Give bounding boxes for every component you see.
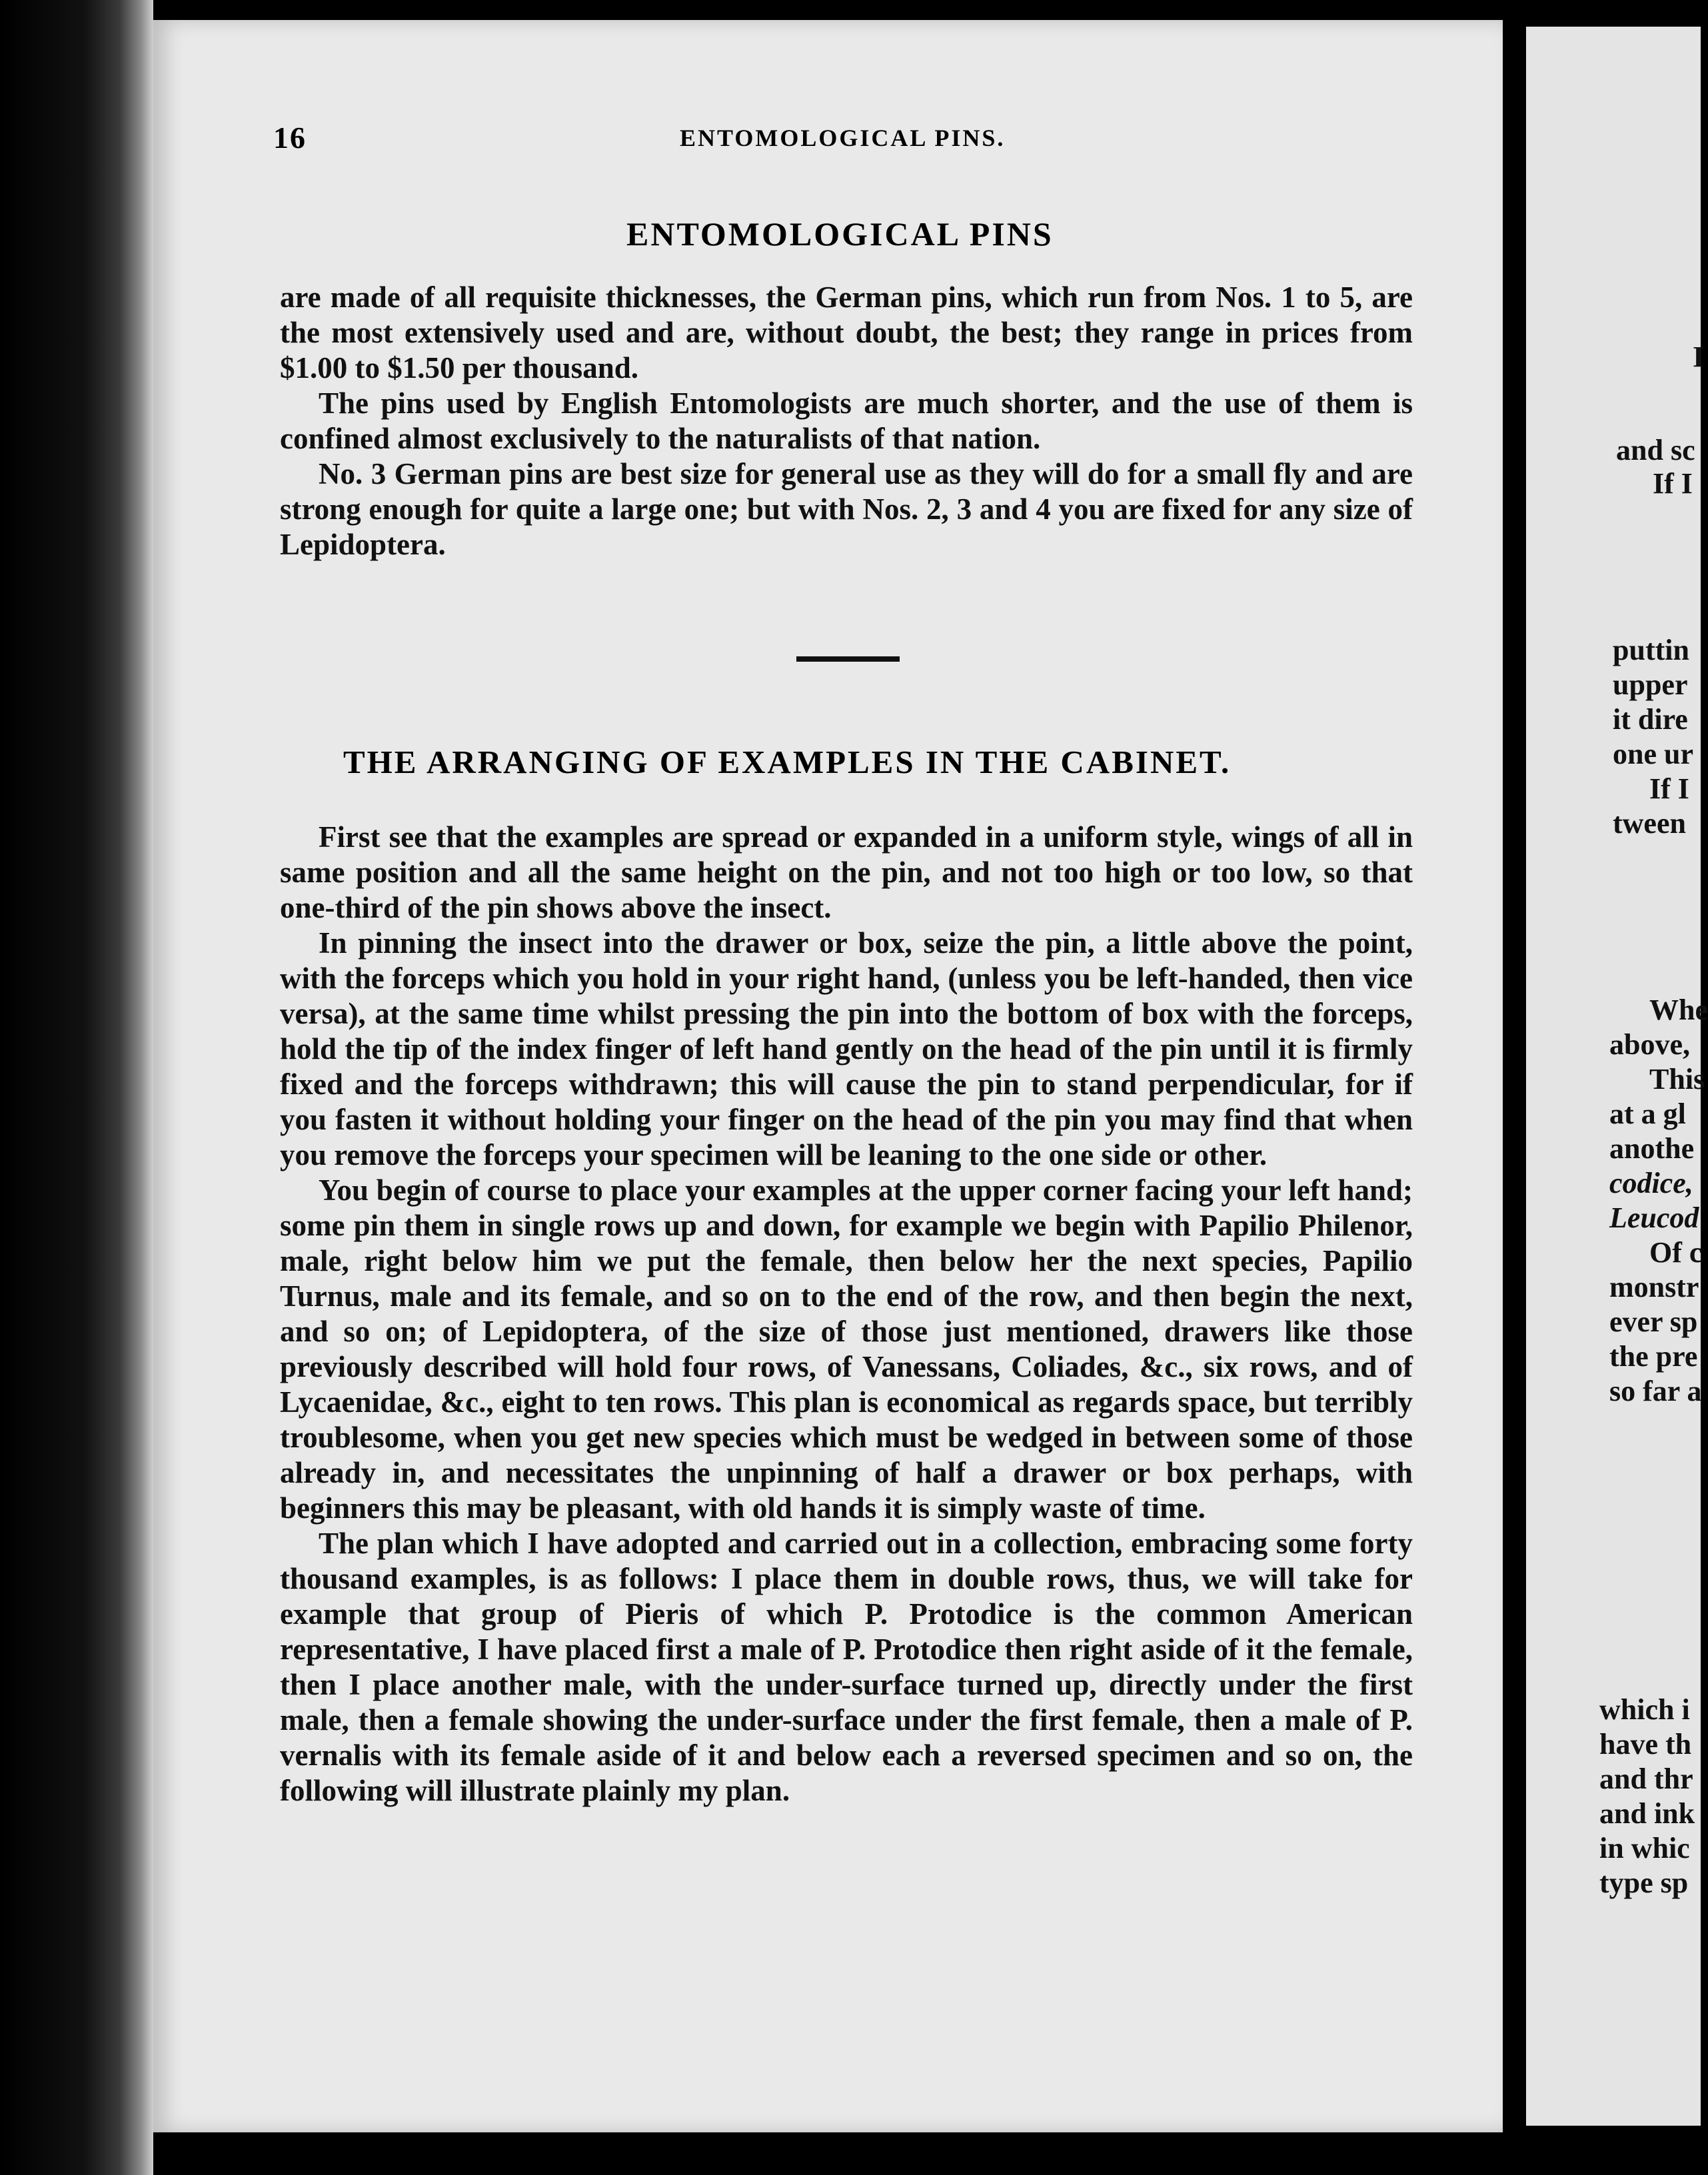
page-gutter bbox=[1503, 0, 1526, 2175]
pins-text-block bbox=[280, 280, 1413, 562]
paragraph: The pins used by English Entomologists are much shorter, and the use of them is confined almost exclusively to the naturalists of that nation. bbox=[280, 386, 1413, 455]
right-page-edge bbox=[1526, 27, 1708, 2126]
book-binding bbox=[0, 0, 153, 2175]
right-page-fragment: Leucod bbox=[1609, 1201, 1699, 1234]
right-page-fragment: tween bbox=[1613, 807, 1686, 840]
right-page-fragment: and thr bbox=[1599, 1763, 1693, 1795]
page-header bbox=[273, 120, 1406, 160]
right-page-fragment: upper bbox=[1613, 668, 1688, 701]
paragraph: You begin of course to place your examples at the upper corner facing your left hand; some pin them in single rows up and down, for example we begin with Papilio Philenor, male, right below him we put the female, then below her the next species, Papilio Turnus, male and its female, and so on to the end of the row, and then begin the next, and so on; of Lepidoptera, of the size of those just mentioned, drawers like those previously described will hold four rows, of Vanessans, Coliades, &c., six rows, and of Lycaenidae, &c., eight to ten rows. This plan is economical as regards space, but terribly troublesome, when you get new species which must be wedged in between some of those already in, and necessitates the unpinning of half a drawer or box perhaps, with beginners this may be pleasant, with old hands it is simply waste of time. bbox=[280, 1173, 1413, 1525]
section-divider bbox=[796, 656, 900, 662]
right-page-fragment: ever sp bbox=[1609, 1305, 1698, 1338]
right-page-fragment: in whic bbox=[1599, 1832, 1690, 1864]
paragraph: First see that the examples are spread or expanded in a uniform style, wings of all in same position and all the same height on the pin, and not too high or too low, so that one-third of the pin shows above the insect. bbox=[280, 820, 1413, 924]
right-page-fragment: puttin bbox=[1613, 634, 1689, 666]
right-page-fragment: type sp bbox=[1599, 1866, 1689, 1899]
section-title-pins: ENTOMOLOGICAL PINS bbox=[626, 215, 1054, 253]
section-title-arranging: THE ARRANGING OF EXAMPLES IN THE CABINET. bbox=[343, 744, 1232, 780]
right-page-fragment: I bbox=[1693, 341, 1705, 373]
right-page-fragment: have th bbox=[1599, 1728, 1692, 1761]
right-page-fragment: and sc bbox=[1616, 434, 1695, 466]
right-page-fragment: If I bbox=[1653, 467, 1693, 500]
right-page-fragment: This bbox=[1649, 1063, 1705, 1095]
right-page-fragment: and ink bbox=[1599, 1797, 1695, 1830]
paragraph: The plan which I have adopted and carried out in a collection, embracing some forty thousand examples, is as follows: I place them in double rows, thus, we will take for example that group of Pieris of which P. Protodice is the common American representative, I have placed first a male of P. Protodice then right aside of it the female, then I place another male, with the under-surface turned up, directly under the first male, then a female showing the under-surface under the first female, then a male of P. vernalis with its female aside of it and below each a reversed specimen and so on, the following will illustrate plainly my plan. bbox=[280, 1527, 1413, 1807]
paragraph: are made of all requisite thicknesses, the German pins, which run from Nos. 1 to 5, are the most extensively used and are, without doubt, the best; they range in prices from $1.00 to $1.50 per thousand. bbox=[280, 281, 1413, 384]
right-page-fragment: codice, bbox=[1609, 1167, 1693, 1199]
right-page-fragment: above, bbox=[1609, 1028, 1690, 1061]
paragraph: No. 3 German pins are best size for general use as they will do for a small fly and are strong enough for quite a large one; but with Nos. 2, 3 and 4 you are fixed for any size of Lepidoptera. bbox=[280, 457, 1413, 561]
page-number: 16 bbox=[273, 121, 307, 155]
right-page-fragment: which i bbox=[1599, 1693, 1690, 1726]
paragraph: In pinning the insect into the drawer or box, seize the pin, a little above the point, with the forceps which you hold in your right hand, (unless you be left-handed, then vice versa), at the same time whilst pressing the pin into the bottom of box with the forceps, hold the tip of the index finger of left hand gently on the head of the pin until it is firmly fixed and the forceps withdrawn; this will cause the pin to stand perpendicular, for if you fasten it without holding your finger on the head of the pin you may find that when you remove the forceps your specimen will be leaning to the one side or other. bbox=[280, 926, 1413, 1171]
running-title: ENTOMOLOGICAL PINS. bbox=[680, 125, 1006, 151]
right-page-fragment: it dire bbox=[1613, 703, 1688, 736]
right-page-fragment: anothe bbox=[1609, 1132, 1695, 1165]
right-page-fragment: Of c bbox=[1649, 1236, 1703, 1269]
right-page-fragment: Whe bbox=[1649, 994, 1708, 1026]
arranging-text-block bbox=[280, 820, 1413, 1809]
right-page-fragment: so far a bbox=[1609, 1375, 1702, 1407]
right-page-fragment: one ur bbox=[1613, 738, 1693, 770]
right-page-fragment: monstr bbox=[1609, 1271, 1699, 1303]
right-page-fragment: the pre bbox=[1609, 1340, 1698, 1373]
right-page-fragment: at a gl bbox=[1609, 1097, 1686, 1130]
right-page-fragment: If I bbox=[1649, 772, 1689, 805]
